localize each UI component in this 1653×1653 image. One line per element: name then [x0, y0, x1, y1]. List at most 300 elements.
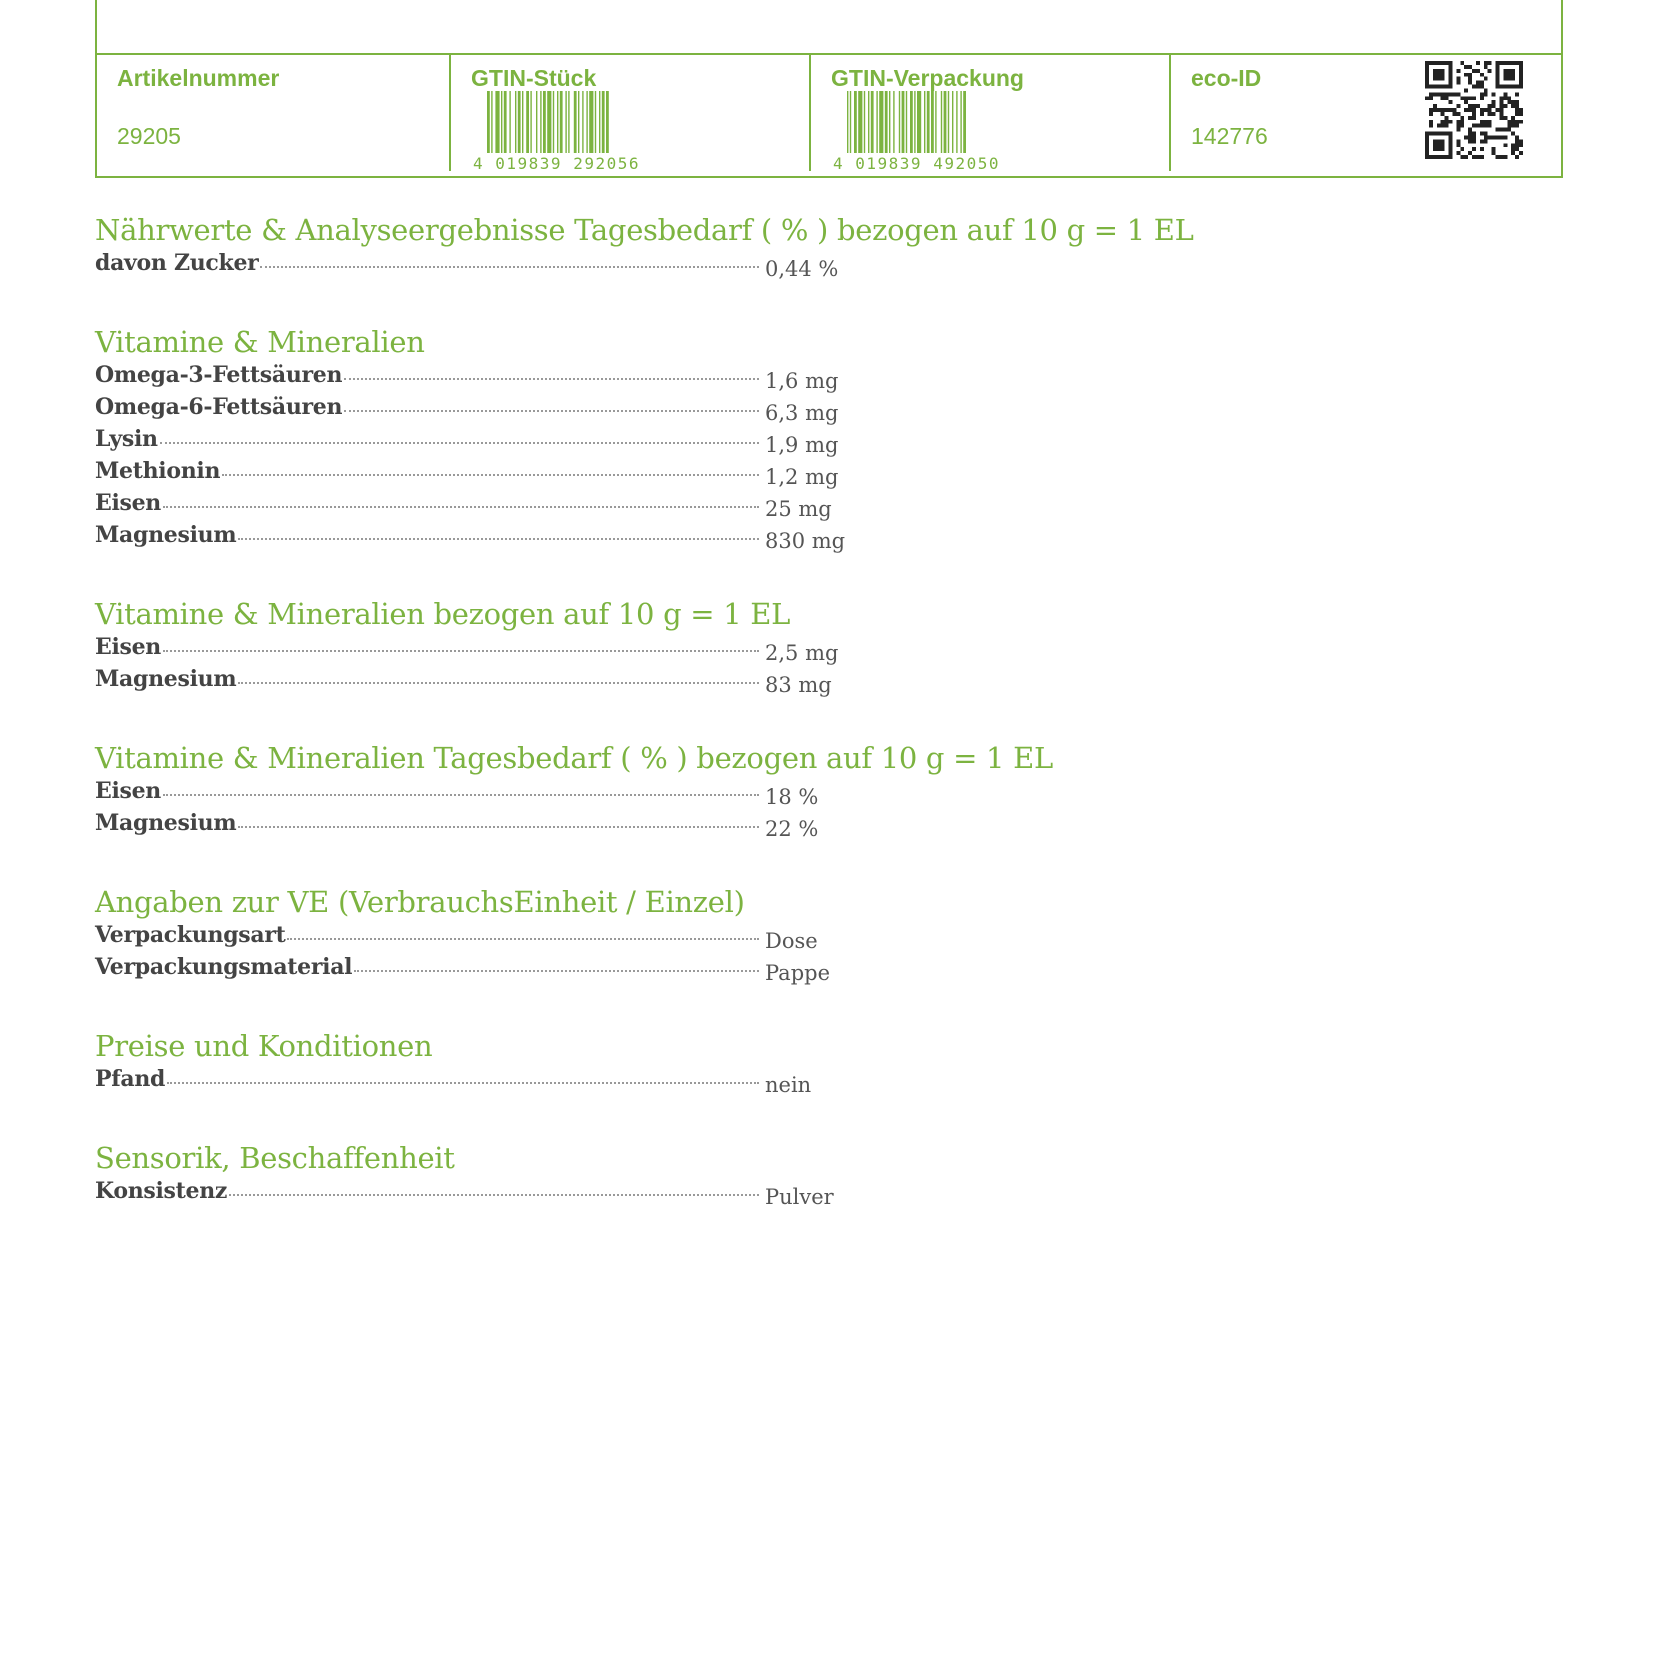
spec-sections — [95, 210, 1295, 1250]
barcode-bar — [963, 91, 966, 153]
qr-module — [1429, 96, 1433, 100]
spec-label: Eisen — [95, 490, 162, 516]
dot-leader — [222, 474, 759, 476]
spec-section — [95, 594, 1295, 698]
qr-module — [1515, 139, 1519, 143]
qr-module — [1472, 147, 1476, 151]
qr-module — [1449, 100, 1453, 104]
qr-module — [1492, 104, 1496, 108]
qr-module — [1476, 104, 1480, 108]
qr-module — [1480, 112, 1484, 116]
qr-module — [1445, 96, 1449, 100]
qr-module — [1441, 112, 1445, 116]
barcode-bar — [847, 91, 848, 153]
qr-module — [1437, 124, 1441, 128]
barcode-bar — [864, 91, 865, 153]
gtin-piece-barcode — [471, 91, 656, 171]
qr-module — [1511, 147, 1515, 151]
qr-module — [1503, 69, 1515, 81]
dot-leader — [238, 682, 759, 684]
qr-module — [1476, 69, 1480, 73]
qr-module — [1468, 81, 1472, 85]
qr-module — [1503, 143, 1507, 147]
gtin-piece-number: 4 019839 292056 — [473, 154, 640, 171]
spec-value: Pappe — [765, 961, 831, 985]
qr-module — [1456, 92, 1460, 96]
qr-module — [1464, 96, 1468, 100]
spec-label: Pfand — [95, 1066, 166, 1092]
qr-module — [1456, 120, 1460, 124]
barcode-bar — [941, 91, 942, 153]
barcode-bar — [906, 91, 907, 153]
barcode-bar — [578, 91, 579, 153]
spec-row — [95, 458, 855, 490]
qr-module — [1472, 139, 1476, 143]
spec-label: Eisen — [95, 634, 162, 660]
spec-row — [95, 426, 855, 458]
dot-leader — [344, 410, 759, 412]
spec-row — [95, 250, 855, 282]
qr-module — [1507, 96, 1511, 100]
spec-row — [95, 810, 855, 842]
qr-module — [1456, 112, 1460, 116]
gtin-package-number: 4 019839 492050 — [833, 154, 1000, 171]
section-title: Vitamine & Mineralien — [95, 325, 425, 359]
qr-module — [1515, 135, 1519, 139]
qr-module — [1472, 135, 1476, 139]
qr-module — [1449, 120, 1453, 124]
spec-row — [95, 1066, 855, 1098]
qr-module — [1480, 92, 1484, 96]
qr-module — [1492, 151, 1496, 155]
spec-value: 1,2 mg — [765, 465, 839, 489]
qr-module — [1452, 108, 1456, 112]
qr-module — [1484, 108, 1488, 112]
product-header — [95, 0, 1563, 178]
qr-module — [1488, 108, 1492, 112]
qr-module — [1464, 73, 1468, 77]
qr-module — [1468, 96, 1472, 100]
barcode-bar — [509, 91, 510, 153]
qr-module — [1503, 92, 1507, 96]
qr-module — [1456, 128, 1460, 132]
qr-module — [1484, 132, 1488, 136]
section-title: Angaben zur VE (VerbrauchsEinheit / Einzel) — [95, 885, 745, 919]
barcode-bar — [522, 91, 523, 153]
qr-module — [1496, 155, 1500, 159]
gtin-package-cell — [811, 55, 1171, 173]
barcode-bar — [868, 91, 869, 153]
section-title: Sensorik, Beschaffenheit — [95, 1141, 455, 1175]
qr-module — [1519, 108, 1523, 112]
barcode-bar — [582, 91, 583, 153]
spec-label: Verpackungsart — [95, 922, 286, 948]
qr-module — [1507, 120, 1511, 124]
barcode-bar — [871, 91, 874, 153]
barcode-bar — [530, 91, 531, 153]
qr-module — [1472, 85, 1476, 89]
qr-module — [1515, 147, 1519, 151]
barcode-bar — [543, 91, 546, 153]
qr-module — [1472, 108, 1476, 112]
qr-module — [1437, 92, 1441, 96]
qr-module — [1496, 135, 1500, 139]
spec-section — [95, 1138, 1295, 1210]
qr-module — [1480, 124, 1484, 128]
gtin-package-barcode — [831, 91, 1016, 171]
eco-id-label: eco-ID — [1191, 65, 1262, 91]
qr-module — [1515, 100, 1519, 104]
qr-module — [1441, 92, 1445, 96]
spec-label: Methionin — [95, 458, 221, 484]
barcode-bar — [889, 91, 890, 153]
barcode-bar — [876, 91, 877, 153]
dot-leader — [238, 538, 759, 540]
spec-value: nein — [765, 1073, 812, 1097]
qr-module — [1445, 92, 1449, 96]
qr-module — [1496, 108, 1500, 112]
qr-module — [1472, 112, 1476, 116]
qr-module — [1484, 120, 1488, 124]
qr-module — [1488, 112, 1492, 116]
qr-module — [1433, 139, 1445, 151]
spec-value: 2,5 mg — [765, 641, 839, 665]
spec-label: Lysin — [95, 426, 158, 452]
qr-module — [1468, 139, 1472, 143]
qr-module — [1460, 147, 1464, 151]
qr-module — [1488, 69, 1492, 73]
dot-leader — [344, 378, 759, 380]
qr-module — [1456, 77, 1460, 81]
qr-module — [1460, 96, 1464, 100]
spec-row — [95, 362, 855, 394]
dot-leader — [354, 970, 759, 972]
spec-label: Magnesium — [95, 522, 237, 548]
spec-section — [95, 322, 1295, 554]
spec-section — [95, 1026, 1295, 1098]
qr-module — [1441, 96, 1445, 100]
barcode-bar — [560, 91, 563, 153]
qr-module — [1511, 104, 1515, 108]
barcode-bar — [910, 91, 913, 153]
qr-code-icon — [1425, 61, 1523, 159]
barcode-bar — [924, 91, 925, 153]
qr-module — [1449, 108, 1453, 112]
qr-module — [1480, 147, 1484, 151]
barcode-bar — [595, 91, 596, 153]
qr-module — [1456, 104, 1460, 108]
qr-module — [1429, 112, 1433, 116]
qr-module — [1476, 155, 1480, 159]
barcode-bar — [487, 91, 490, 153]
qr-module — [1515, 92, 1519, 96]
qr-module — [1484, 124, 1488, 128]
spec-value: 0,44 % — [765, 257, 839, 281]
qr-module — [1472, 124, 1476, 128]
dot-leader — [163, 650, 759, 652]
qr-module — [1429, 92, 1433, 96]
barcode-bar — [948, 91, 949, 153]
spec-label: Konsistenz — [95, 1178, 228, 1204]
barcode-bar — [565, 91, 566, 153]
qr-module — [1496, 128, 1500, 132]
qr-module — [1499, 112, 1503, 116]
dot-leader — [287, 938, 759, 940]
qr-module — [1464, 155, 1468, 159]
spec-label: davon Zucker — [95, 250, 259, 276]
spec-row — [95, 490, 855, 522]
qr-module — [1468, 135, 1472, 139]
barcode-bar — [850, 91, 851, 153]
qr-module — [1488, 61, 1492, 65]
qr-module — [1452, 92, 1456, 96]
qr-module — [1456, 124, 1460, 128]
qr-module — [1468, 151, 1472, 155]
qr-module — [1468, 73, 1472, 77]
qr-module — [1429, 124, 1433, 128]
qr-module — [1507, 100, 1511, 104]
barcode-bar — [854, 91, 857, 153]
qr-module — [1503, 155, 1507, 159]
qr-module — [1480, 96, 1484, 100]
qr-module — [1492, 92, 1496, 96]
barcode-bar — [917, 91, 921, 153]
qr-module — [1476, 81, 1480, 85]
qr-module — [1476, 85, 1480, 89]
spec-label: Eisen — [95, 778, 162, 804]
barcode-bar — [931, 91, 934, 153]
barcode-bar — [858, 91, 862, 153]
qr-module — [1468, 104, 1472, 108]
barcode-bar — [893, 91, 894, 153]
barcode-bar — [568, 91, 569, 153]
barcode-bar — [515, 91, 516, 153]
qr-module — [1456, 69, 1460, 73]
qr-module — [1515, 155, 1519, 159]
qr-module — [1441, 124, 1445, 128]
qr-module — [1484, 135, 1488, 139]
spec-label: Magnesium — [95, 810, 237, 836]
dot-leader — [229, 1194, 759, 1196]
qr-module — [1488, 104, 1492, 108]
qr-module — [1499, 128, 1503, 132]
qr-module — [1433, 108, 1437, 112]
qr-module — [1464, 88, 1468, 92]
qr-module — [1503, 104, 1507, 108]
gtin-piece-label: GTIN-Stück — [471, 65, 597, 91]
barcode-bar — [553, 91, 554, 153]
barcode-bar — [518, 91, 521, 153]
qr-module — [1503, 135, 1507, 139]
qr-module — [1464, 65, 1468, 69]
qr-module — [1480, 155, 1484, 159]
spec-section — [95, 210, 1295, 282]
spec-value: 25 mg — [765, 497, 832, 521]
spec-label: Omega-6-Fettsäuren — [95, 394, 343, 420]
dot-leader — [163, 506, 759, 508]
qr-module — [1484, 139, 1488, 143]
qr-module — [1429, 120, 1433, 124]
spec-value: 22 % — [765, 817, 819, 841]
qr-module — [1433, 92, 1437, 96]
qr-module — [1480, 120, 1484, 124]
barcode-bar — [599, 91, 600, 153]
qr-module — [1464, 100, 1468, 104]
spec-row — [95, 522, 855, 554]
qr-module — [1468, 128, 1472, 132]
spec-row — [95, 634, 855, 666]
qr-module — [1488, 120, 1492, 124]
qr-module — [1511, 100, 1515, 104]
qr-module — [1515, 112, 1519, 116]
qr-module — [1480, 108, 1484, 112]
spec-value: 1,6 mg — [765, 369, 839, 393]
spec-label: Magnesium — [95, 666, 237, 692]
qr-module — [1519, 139, 1523, 143]
qr-module — [1460, 155, 1464, 159]
qr-module — [1456, 81, 1460, 85]
spec-label: Omega-3-Fettsäuren — [95, 362, 343, 388]
qr-module — [1456, 151, 1460, 155]
qr-module — [1468, 65, 1472, 69]
section-title: Vitamine & Mineralien bezogen auf 10 g = 1 EL — [95, 597, 791, 631]
qr-module — [1515, 120, 1519, 124]
qr-module — [1499, 104, 1503, 108]
qr-module — [1441, 108, 1445, 112]
qr-module — [1488, 135, 1492, 139]
barcode-bar — [606, 91, 609, 153]
barcode-bar — [526, 91, 529, 153]
qr-module — [1492, 147, 1496, 151]
barcode-bar — [602, 91, 605, 153]
qr-module — [1511, 120, 1515, 124]
barcode-bar — [935, 91, 936, 153]
qr-module — [1480, 132, 1484, 136]
barcode-bar — [902, 91, 905, 153]
dot-leader — [163, 794, 759, 796]
barcode-bar — [491, 91, 492, 153]
barcode-bar — [952, 91, 953, 153]
qr-module — [1515, 104, 1519, 108]
qr-module — [1468, 116, 1472, 120]
qr-module — [1503, 116, 1507, 120]
qr-module — [1456, 139, 1460, 143]
section-title: Vitamine & Mineralien Tagesbedarf ( % ) bezogen auf 10 g = 1 EL — [95, 741, 1053, 775]
qr-module — [1515, 143, 1519, 147]
spec-section — [95, 882, 1295, 986]
qr-module — [1441, 120, 1445, 124]
eco-id-cell — [1171, 55, 1561, 173]
qr-module — [1492, 112, 1496, 116]
qr-module — [1429, 108, 1433, 112]
qr-module — [1437, 108, 1441, 112]
spec-row — [95, 666, 855, 698]
qr-module — [1460, 116, 1464, 120]
spec-value: 6,3 mg — [765, 401, 839, 425]
spec-row — [95, 1178, 855, 1210]
spec-value: 830 mg — [765, 529, 846, 553]
gtin-package-label: GTIN-Verpackung — [831, 65, 1024, 91]
qr-module — [1464, 108, 1468, 112]
qr-module — [1480, 73, 1484, 77]
qr-module — [1480, 139, 1484, 143]
dot-leader — [260, 266, 759, 268]
barcode-bar — [540, 91, 541, 153]
spec-value: 83 mg — [765, 673, 832, 697]
qr-module — [1484, 88, 1488, 92]
qr-module — [1476, 61, 1480, 65]
qr-module — [1488, 124, 1492, 128]
barcode-bar — [956, 91, 957, 153]
qr-module — [1472, 96, 1476, 100]
qr-module — [1499, 96, 1503, 100]
article-number-value: 29205 — [117, 123, 181, 149]
barcode-bar — [536, 91, 537, 153]
qr-module — [1472, 132, 1476, 136]
qr-module — [1445, 124, 1449, 128]
qr-module — [1472, 104, 1476, 108]
qr-module — [1519, 151, 1523, 155]
qr-module — [1492, 100, 1496, 104]
qr-module — [1484, 92, 1488, 96]
qr-module — [1433, 69, 1445, 81]
section-title: Nährwerte & Analyseergebnisse Tagesbedarf ( % ) bezogen auf 10 g = 1 EL — [95, 213, 1194, 247]
spec-row — [95, 954, 855, 986]
qr-module — [1425, 96, 1429, 100]
spec-value: 1,9 mg — [765, 433, 839, 457]
qr-module — [1511, 151, 1515, 155]
barcode-bar — [879, 91, 883, 153]
qr-module — [1484, 65, 1488, 69]
barcode-bar — [914, 91, 915, 153]
qr-module — [1519, 120, 1523, 124]
barcode-bar — [501, 91, 502, 153]
qr-module — [1480, 85, 1484, 89]
qr-module — [1515, 108, 1519, 112]
spec-row — [95, 778, 855, 810]
qr-module — [1445, 108, 1449, 112]
barcode-bar — [899, 91, 900, 153]
qr-module — [1492, 135, 1496, 139]
qr-module — [1449, 92, 1453, 96]
qr-module — [1468, 77, 1472, 81]
qr-module — [1507, 128, 1511, 132]
barcode-bar — [557, 91, 558, 153]
qr-module — [1503, 128, 1507, 132]
qr-module — [1433, 104, 1437, 108]
qr-module — [1484, 77, 1488, 81]
qr-module — [1468, 132, 1472, 136]
qr-module — [1507, 124, 1511, 128]
spec-value: 18 % — [765, 785, 819, 809]
qr-module — [1499, 155, 1503, 159]
barcode-bar — [574, 91, 577, 153]
barcode-bar — [495, 91, 499, 153]
qr-module — [1472, 116, 1476, 120]
qr-module — [1460, 124, 1464, 128]
barcode-bar — [589, 91, 593, 153]
qr-module — [1511, 124, 1515, 128]
barcode-bar — [885, 91, 888, 153]
qr-module — [1484, 61, 1488, 65]
qr-module — [1519, 112, 1523, 116]
section-title: Preise und Konditionen — [95, 1029, 433, 1063]
barcode-bar — [547, 91, 551, 153]
qr-module — [1472, 69, 1476, 73]
qr-module — [1472, 155, 1476, 159]
qr-module — [1519, 143, 1523, 147]
barcode-bar — [960, 91, 961, 153]
